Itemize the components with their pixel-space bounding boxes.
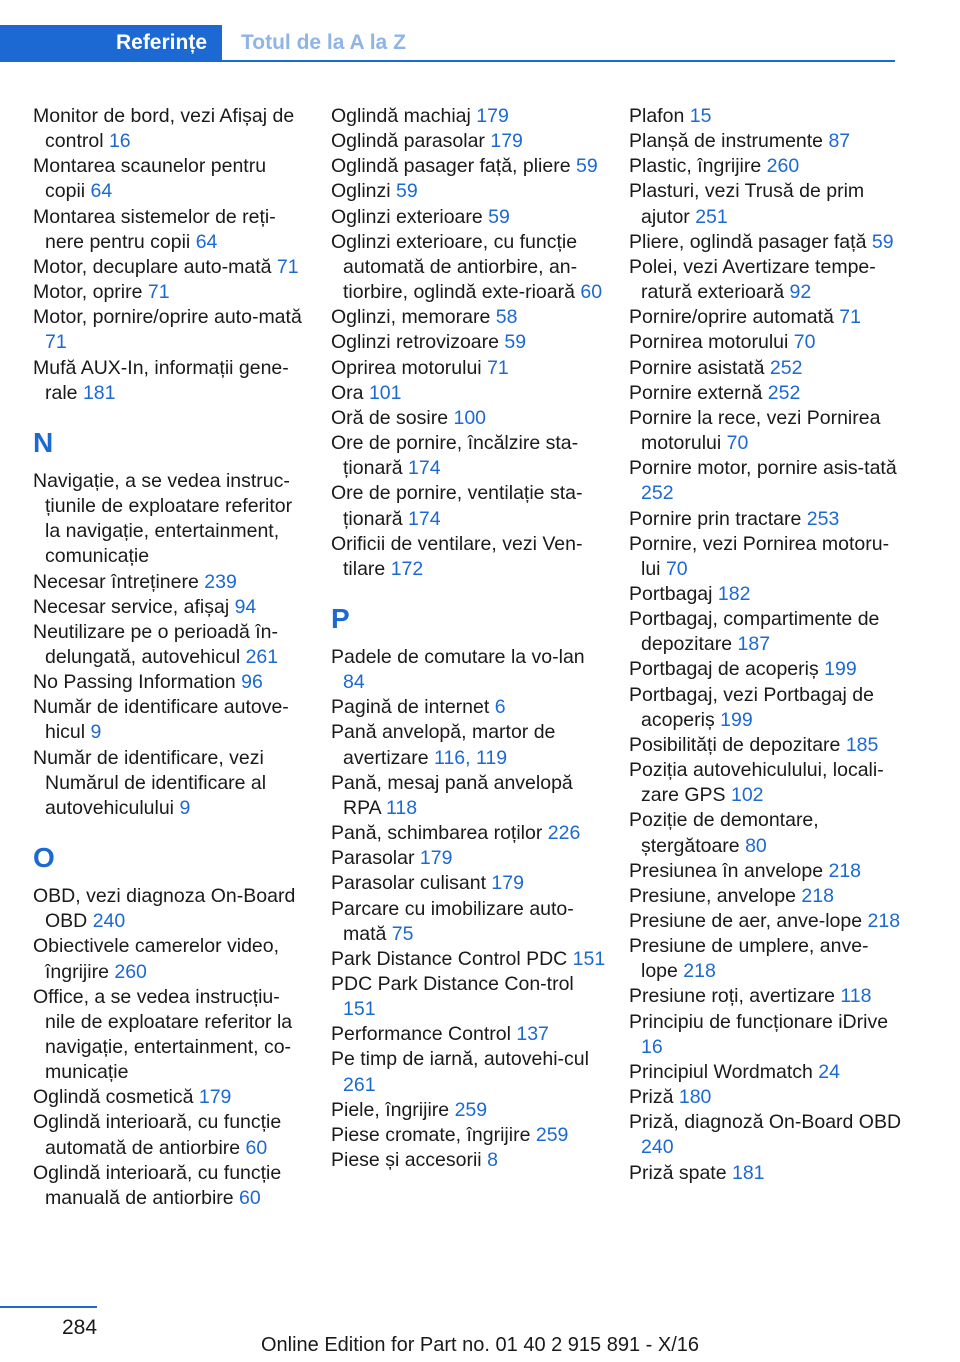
index-entry [629,909,904,934]
index-entry-term: Pornire la rece, vezi Pornirea motorului [629,406,881,455]
page-reference-link[interactable]: 181 [82,381,116,404]
index-entry-term: Oglindă machiaj [331,105,471,127]
index-entry-term: Ore de pornire, ventilație sta‐ționară [331,482,583,530]
index-entry-term: Pornirea motorului [629,331,789,354]
index-entry-term: Presiune, anvelope [629,884,796,907]
page-reference-link[interactable]: 151 [343,998,376,1021]
page-reference-link[interactable]: 181 [731,1161,765,1184]
index-entry [33,205,308,255]
page-reference-link[interactable]: 80 [745,834,767,857]
index-entry-term: Ora [331,381,364,404]
index-entry-term: Număr de identificare, vezi Numărul de identificare al autovehiculului [33,746,267,819]
page-reference-link[interactable]: 261 [245,645,279,668]
index-entry [629,1161,904,1186]
index-entry-term: Pe timp de iarnă, autovehi‐cul [331,1048,589,1071]
index-entry [629,356,904,381]
index-entry [33,934,308,984]
page-reference-link[interactable]: 218 [801,884,834,907]
index-entry [629,607,904,657]
index-section-letter: N [33,426,54,458]
index-entry [331,821,606,846]
page-reference-link[interactable]: 96 [241,671,263,694]
index-column-1 [33,104,308,1211]
index-entry-term: Ore de pornire, încălzire sta‐ționară [331,432,579,480]
index-entry-term: Monitor de bord, vezi Afișaj de control [33,105,295,153]
page-reference-link[interactable]: 239 [204,570,237,593]
index-entry-term: Plasturi, vezi Trusă de prim ajutor [629,180,865,228]
index-entry-term: Pornire, vezi Pornirea motoru‐lui [629,532,890,580]
page-reference-link[interactable]: 218 [828,859,862,882]
index-entry [33,884,308,934]
index-entry-term: Presiunea în anvelope [629,859,824,882]
page-reference-link[interactable]: 179 [476,105,509,127]
page-reference-link[interactable]: 59 [488,205,510,228]
page-reference-link[interactable]: 24 [818,1060,840,1083]
index-entry-term: Office, a se vedea instrucțiu‐nile de exploatare referitor la navigație, entertainment, co‐municație [33,985,293,1084]
index-entry [331,205,606,230]
index-entry [629,154,904,179]
index-entry-term: Motor, oprire [33,281,143,304]
index-entry-term: Mufă AUX-In, informații gene‐rale [33,356,289,404]
index-entry-term: OBD, vezi diagnoza On-Board OBD [33,885,296,933]
page-reference-link[interactable]: 100 [453,406,487,429]
page-reference-link[interactable]: 16 [641,1035,663,1058]
index-entry [629,507,904,532]
index-entry-term: Park Distance Control PDC [331,947,568,970]
index-entry-term: Neutilizare pe o perioadă în‐delungată, autovehicul [33,620,278,668]
index-entry-term: Motor, pornire/oprire auto‐mată [33,306,302,329]
index-section-letter: P [331,602,350,634]
index-entry [331,406,606,431]
index-entry [629,305,904,330]
index-entry [33,154,308,204]
index-entry [629,984,904,1009]
page-reference-link[interactable]: 60 [239,1186,261,1209]
index-entry [33,695,308,745]
index-entry [629,1060,904,1085]
index-entry [33,620,308,670]
index-entry-term: Poziție de demontare, ștergătoare [629,809,819,857]
index-entry-term: Oglinzi retrovizoare [331,331,499,354]
index-entry-term: Piese și accesorii [331,1149,482,1172]
index-entry-term: Număr de identificare autove‐hicul [33,696,289,744]
page-reference-link[interactable]: 118 [840,985,872,1008]
index-entry-term: Principiul Wordmatch [629,1060,813,1083]
index-entry-term: Portbagaj [629,582,713,605]
index-entry [331,431,606,481]
index-entry [33,1161,308,1211]
page-reference-link[interactable]: 252 [767,381,801,404]
page-reference-link[interactable]: 252 [769,356,803,379]
page-reference-link[interactable]: 180 [678,1086,712,1109]
index-entry [33,469,308,570]
index-entry [629,657,904,682]
header-divider [0,60,895,62]
page-reference-link[interactable]: 8 [487,1149,498,1172]
index-entry [331,179,606,204]
index-entry-term: Oglinzi [331,180,391,203]
index-entry [629,381,904,406]
index-entry [331,381,606,406]
index-entry [331,1148,606,1173]
page-reference-link[interactable]: 240 [92,910,126,933]
edition-footer: Online Edition for Part no. 01 40 2 915 891 - X/16 [260,1334,700,1356]
page-reference-link[interactable]: 179 [198,1086,232,1109]
index-entry [33,305,308,355]
index-entry [629,683,904,733]
index-entry [331,846,606,871]
index-entry [331,897,606,947]
index-entry [33,595,308,620]
index-entry [33,746,308,821]
index-entry [331,154,606,179]
page-reference-link[interactable]: 218 [683,960,716,983]
page-reference-link[interactable]: 60 [580,281,603,304]
index-entry-term: Presiune roți, avertizare [629,985,835,1008]
index-entry [331,871,606,896]
index-entry [331,645,606,695]
index-entry-term: Presiune de umplere, anve‐lope [629,935,869,983]
page-reference-link[interactable]: 71 [276,255,299,278]
index-entry [331,771,606,821]
page-reference-link[interactable]: 260 [114,960,147,983]
page-reference-link[interactable]: 218 [867,910,901,932]
page-reference-link[interactable]: 101 [368,381,402,404]
page-reference-link[interactable]: 179 [490,130,523,153]
page-reference-link[interactable]: 71 [147,281,170,304]
index-entry-term: Plastic, îngrijire [629,155,762,178]
index-entry [629,179,904,229]
index-column-2 [331,104,606,1173]
index-entry-term: Portbagaj de acoperiș [629,658,819,681]
page-reference-link[interactable]: 226 [547,822,581,845]
index-entry [629,104,904,129]
index-entry-term: Piese cromate, îngrijire [331,1123,531,1146]
index-entry [331,1047,606,1097]
index-entry-term: Poziția autovehiculului, locali‐zare GPS [629,759,884,807]
index-entry-term: Portbagaj, compartimente de depozitare [629,608,880,656]
page-reference-link[interactable]: 59 [504,331,527,354]
page-reference-link[interactable]: 187 [737,633,771,656]
index-entry [629,733,904,758]
index-entry [331,1022,606,1047]
page-reference-link[interactable]: 199 [720,708,753,731]
index-entry-term: Planșă de instrumente [629,130,824,153]
index-entry [33,985,308,1086]
index-entry-term: Oglindă pasager față, pliere [331,155,571,178]
page-reference-link[interactable]: 172 [390,557,424,580]
index-entry-term: Pliere, oglindă pasager față [629,230,867,253]
index-entry-term: Principiu de funcționare iDrive [629,1010,889,1033]
index-entry-term: Portbagaj, vezi Portbagaj de acoperiș [629,683,874,731]
page-reference-link[interactable]: 16 [108,130,131,153]
index-entry [331,695,606,720]
index-entry [33,356,308,406]
page-reference-link[interactable]: 92 [789,281,812,304]
index-entry-term: Oglindă interioară, cu funcție manuală de antiorbire [33,1161,282,1209]
index-entry-term: Pornire asistată [629,356,765,379]
index-entry-term: Plafon [629,105,685,127]
page-reference-link[interactable]: 70 [793,331,816,354]
page-reference-link[interactable]: 70 [726,432,749,455]
index-entry [629,758,904,808]
page-reference-link[interactable]: 174 [408,507,441,530]
index-entry-term: Oglinzi exterioare [331,205,483,228]
index-entry-term: Pagină de internet [331,696,490,719]
index-entry-term: Priză, diagnoză On-Board OBD [629,1111,902,1134]
index-entry-term: Necesar întreținere [33,570,199,593]
index-entry [331,1123,606,1148]
page-reference-link[interactable]: 94 [234,595,257,618]
index-entry-term: PDC Park Distance Con‐trol [331,973,574,995]
tab-references[interactable]: Referințe [0,25,222,60]
index-entry-term: Pornire motor, pornire asis‐tată [629,457,897,480]
page-number: 284 [62,1316,98,1339]
page-reference-link[interactable]: 15 [689,105,712,127]
index-entry-term: Presiune de aer, anve‐lope [629,910,863,932]
index-entry [33,1110,308,1160]
index-entry [33,670,308,695]
page-reference-link[interactable]: 118 [386,796,418,819]
footer-divider [0,1306,97,1308]
index-entry [331,947,606,972]
index-entry [629,456,904,506]
index-entry-term: Pornire externă [629,381,763,404]
index-entry-term: Navigație, a se vedea instruc‐țiunile de exploatare referitor la navigație, entertainment, comunicație [33,469,293,568]
index-entry [331,230,606,305]
page-reference-link[interactable]: 251 [695,205,728,228]
index-entry [331,481,606,531]
page-reference-link[interactable]: 87 [828,130,851,153]
index-entry-term: Oglindă cosmetică [33,1086,194,1109]
index-entry [629,1110,904,1160]
index-entry-term: Polei, vezi Avertizare tempe‐ratură exterioară [629,255,876,304]
page-reference-link[interactable]: 261 [343,1073,376,1096]
index-column-3 [629,104,904,1186]
page-reference-link[interactable]: 253 [806,507,840,530]
index-entry [629,884,904,909]
index-entry-term: Pană anvelopă, martor de avertizare [331,721,556,769]
page-reference-link[interactable]: 64 [90,180,113,203]
index-entry [629,406,904,456]
index-entry [629,934,904,984]
index-entry-term: Pornire/oprire automată [629,306,834,329]
page-reference-link[interactable]: 59 [871,230,894,253]
page-reference-link[interactable]: 179 [419,847,453,870]
index-entry-term: Oglindă parasolar [331,130,485,153]
index-section-letter: O [33,842,55,874]
index-entry [331,1098,606,1123]
page-reference-link[interactable]: 252 [641,482,674,505]
index-entry-term: Oglinzi exterioare, cu funcție automată de antiorbire, an‐tiorbire, oglindă exte‐rioară [331,230,578,304]
index-entry [331,720,606,770]
page-reference-link[interactable]: 59 [576,155,598,178]
index-entry [331,972,606,1022]
index-entry [629,532,904,582]
index-entry [629,230,904,255]
page-reference-link[interactable]: 240 [641,1136,674,1159]
index-entry [331,330,606,355]
index-entry-term: Pană, schimbarea roților [331,822,543,845]
index-entry [629,1010,904,1060]
page-reference-link[interactable]: 182 [717,582,751,605]
index-entry-term: Motor, decuplare auto‐mată [33,255,272,278]
index-entry [629,808,904,858]
index-entry [33,255,308,280]
page-reference-link[interactable]: 59 [396,180,418,203]
page-reference-link[interactable]: 174 [408,457,441,480]
page-reference-link[interactable]: 75 [391,922,414,945]
page-reference-link[interactable]: 71 [45,331,67,354]
index-entry-term: Priză [629,1086,674,1109]
index-entry-term: Obiectivele camerelor video, îngrijire [33,935,280,983]
page-reference-link[interactable]: 9 [90,721,102,744]
page-reference-link[interactable]: 84 [343,671,365,694]
page-reference-link[interactable]: 71 [487,356,509,379]
page-reference-link[interactable]: 70 [665,557,688,580]
page-reference-link[interactable]: 58 [495,306,518,329]
index-entry-term: Montarea scaunelor pentru copii [33,155,267,203]
index-entry [629,129,904,154]
index-entry [33,1085,308,1110]
index-entry-term: Oglindă interioară, cu funcție automată de antiorbire [33,1111,282,1159]
index-entry [629,859,904,884]
index-entry [33,280,308,305]
index-entry-term: Montarea sistemelor de reți‐nere pentru copii [33,205,276,253]
index-entry-term: Performance Control [331,1023,511,1046]
index-entry-term: Necesar service, afișaj [33,595,230,618]
page-reference-link[interactable]: 259 [535,1123,569,1146]
page-reference-link[interactable]: 179 [491,872,524,895]
page-reference-link[interactable]: 60 [245,1136,268,1159]
index-entry-term: Oprirea motorului [331,356,482,379]
page-reference-link[interactable]: 102 [730,784,764,807]
tab-a-to-z[interactable]: Totul de la A la Z [241,31,406,54]
index-entry-term: Piele, îngrijire [331,1098,450,1121]
index-entry-term: Oglinzi, memorare [331,306,491,329]
index-entry [331,305,606,330]
index-entry-term: Pană, mesaj pană anvelopă RPA [331,771,573,819]
page-reference-link[interactable]: 9 [179,796,191,819]
index-entry-term: Posibilități de depozitare [629,733,841,756]
page-reference-link[interactable]: 116, 119 [434,746,508,769]
page-reference-link[interactable]: 199 [824,658,857,681]
page-reference-link[interactable]: 137 [516,1023,549,1046]
page-reference-link[interactable]: 71 [839,306,861,329]
page-reference-link[interactable]: 151 [572,947,606,970]
index-entry-term: Priză spate [629,1161,727,1184]
index-entry-term: Parasolar [331,847,415,870]
index-entry [331,532,606,582]
page-reference-link[interactable]: 185 [845,733,879,756]
index-entry-term: Orificii de ventilare, vezi Ven‐tilare [331,532,583,580]
index-entry [629,255,904,305]
index-entry [331,356,606,381]
index-entry-term: Oră de sosire [331,406,449,429]
page-reference-link[interactable]: 259 [454,1098,488,1121]
index-entry [629,582,904,607]
index-entry [629,330,904,355]
index-entry-term: Parasolar culisant [331,872,486,895]
index-entry [33,570,308,595]
index-entry [33,104,308,154]
index-entry [331,129,606,154]
page-reference-link[interactable]: 64 [195,230,218,253]
index-entry [629,1085,904,1110]
index-entry-term: Pornire prin tractare [629,507,802,530]
header [0,0,895,62]
page-reference-link[interactable]: 6 [494,696,506,719]
index-entry-term: No Passing Information [33,671,236,694]
page-reference-link[interactable]: 260 [766,155,800,178]
index-entry [331,104,606,129]
index-entry-term: Padele de comutare la vo‐lan [331,645,585,668]
index-entry-term: Parcare cu imobilizare auto‐mată [331,897,574,945]
